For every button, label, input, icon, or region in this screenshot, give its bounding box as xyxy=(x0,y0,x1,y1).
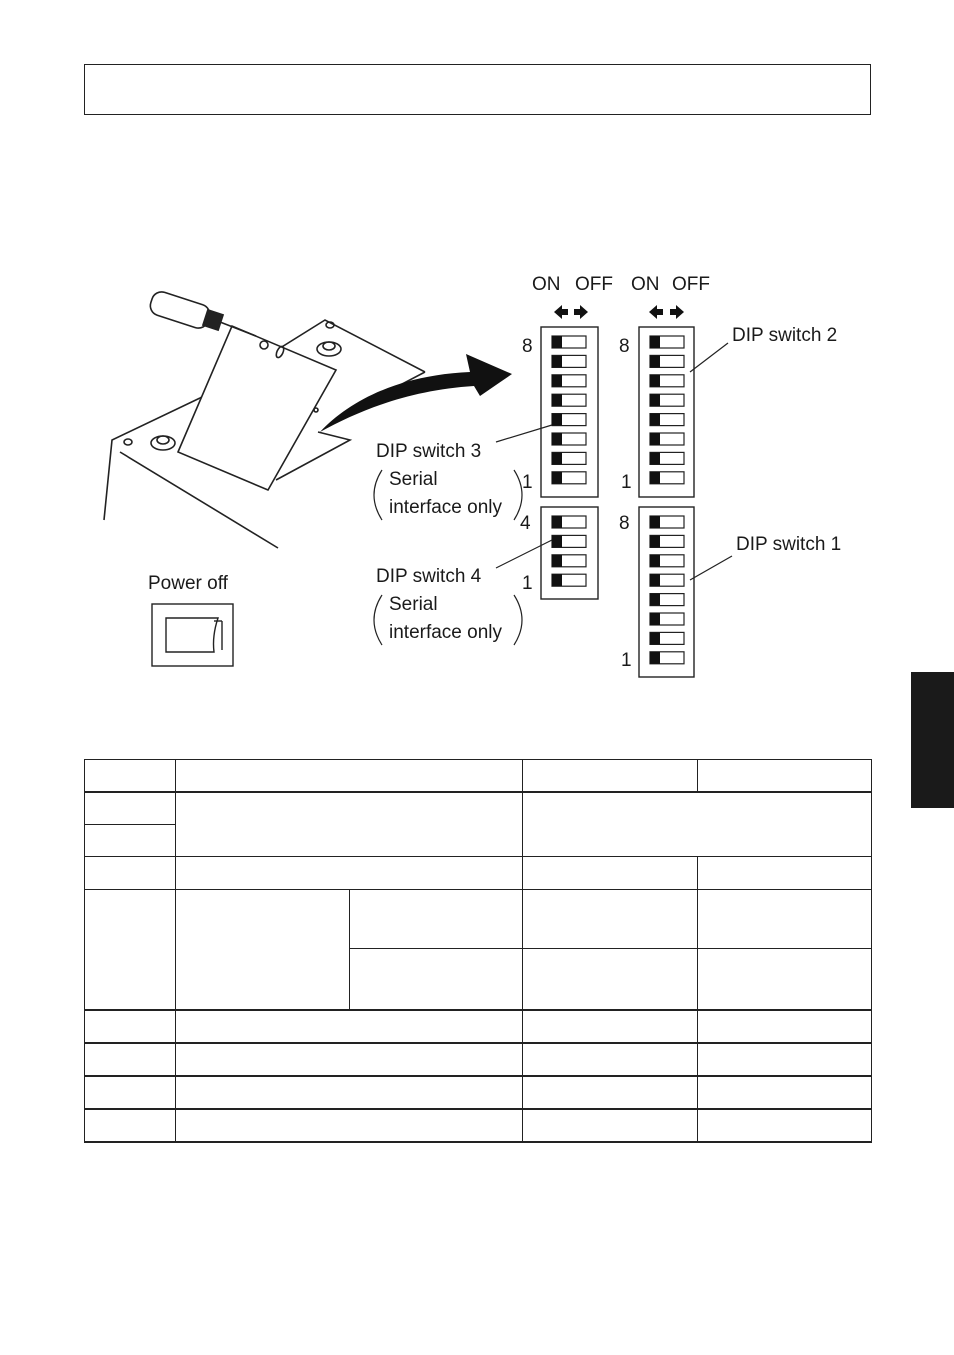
table-row xyxy=(85,1109,872,1142)
dip1-toggle-knob xyxy=(650,632,660,644)
dip1-toggle-knob xyxy=(650,574,660,586)
table-row xyxy=(85,760,872,792)
dip2-toggle-knob xyxy=(650,452,660,464)
dip2-toggle-knob xyxy=(650,472,660,484)
off-label-2: OFF xyxy=(672,274,710,295)
on-label-2: ON xyxy=(631,274,660,295)
dip4-toggle-knob xyxy=(552,516,562,528)
table-cell xyxy=(85,1109,176,1142)
table-cell xyxy=(523,1076,698,1109)
dip3-toggle-knob xyxy=(552,394,562,406)
table-row xyxy=(85,890,872,949)
table-cell xyxy=(85,825,176,857)
dip-switch-1-label: DIP switch 1 xyxy=(736,534,842,555)
dip2-toggle-knob xyxy=(650,336,660,348)
table-cell xyxy=(85,1010,176,1043)
table-cell xyxy=(85,760,176,792)
dip1-toggle-knob xyxy=(650,555,660,567)
table-cell xyxy=(523,1043,698,1076)
table-row xyxy=(85,792,872,825)
dip3-toggle-knob xyxy=(552,414,562,426)
switch2-top-number: 8 xyxy=(619,336,630,357)
table-cell xyxy=(85,1076,176,1109)
table-cell xyxy=(698,1109,872,1142)
dip3-toggle-knob xyxy=(552,355,562,367)
dip1-toggle-knob xyxy=(650,535,660,547)
dip4-toggle-knob xyxy=(552,535,562,547)
switch1-bottom-number: 1 xyxy=(621,650,632,671)
table-cell xyxy=(698,890,872,949)
table-cell xyxy=(176,1043,523,1076)
dip1-toggle-knob xyxy=(650,652,660,664)
table-cell xyxy=(176,890,350,1010)
table-cell xyxy=(176,857,523,890)
power-switch-icon xyxy=(152,604,233,666)
table-cell xyxy=(698,760,872,792)
table-cell xyxy=(350,890,523,949)
table-cell xyxy=(176,1010,523,1043)
printer-illustration xyxy=(104,320,425,548)
dip2-toggle-knob xyxy=(650,414,660,426)
table-cell xyxy=(350,949,523,1010)
on-off-arrows-icon xyxy=(554,305,684,319)
dip1-toggle-knob xyxy=(650,516,660,528)
table-cell xyxy=(698,1076,872,1109)
switch3-bottom-number: 1 xyxy=(522,472,533,493)
dip3-toggle-knob xyxy=(552,452,562,464)
table-cell xyxy=(698,949,872,1010)
dip1-toggle-knob xyxy=(650,594,660,606)
table-cell xyxy=(523,857,698,890)
switch4-note-line2: interface only xyxy=(389,622,503,643)
table-row xyxy=(85,1010,872,1043)
dip4-toggle-knob xyxy=(552,574,562,586)
dip2-toggle-knob xyxy=(650,375,660,387)
switch4-bottom-number: 1 xyxy=(522,573,533,594)
table-cell xyxy=(176,760,523,792)
dip2-toggle-knob xyxy=(650,394,660,406)
table-cell xyxy=(523,949,698,1010)
dip-switch-4-label: DIP switch 4 xyxy=(376,566,482,587)
dip3-toggle-knob xyxy=(552,433,562,445)
table-cell xyxy=(523,1010,698,1043)
on-label: ON xyxy=(532,274,561,295)
dip4-toggle-knob xyxy=(552,555,562,567)
table-cell xyxy=(176,1076,523,1109)
table-cell xyxy=(523,760,698,792)
switch3-note-line2: interface only xyxy=(389,497,503,518)
dip-switch-2-label: DIP switch 2 xyxy=(732,325,838,346)
table-cell xyxy=(523,890,698,949)
screwdriver-icon xyxy=(148,289,256,336)
table-cell xyxy=(523,1109,698,1142)
switch3-top-number: 8 xyxy=(522,336,533,357)
table-cell xyxy=(698,1010,872,1043)
switch3-note-line1: Serial xyxy=(389,469,438,490)
power-off-label: Power off xyxy=(148,573,228,594)
table-cell xyxy=(523,792,872,857)
table-row xyxy=(85,857,872,890)
table-cell xyxy=(85,1043,176,1076)
table-cell xyxy=(85,792,176,825)
settings-table xyxy=(84,759,872,1143)
dip-switch-3-label: DIP switch 3 xyxy=(376,441,482,462)
table-cell xyxy=(85,890,176,1010)
arrow-icon xyxy=(320,354,512,432)
table-cell xyxy=(698,857,872,890)
dip2-toggle-knob xyxy=(650,355,660,367)
switch1-top-number: 8 xyxy=(619,513,630,534)
table-cell xyxy=(85,857,176,890)
table-row xyxy=(85,1043,872,1076)
dip1-toggle-knob xyxy=(650,613,660,625)
dip2-toggle-knob xyxy=(650,433,660,445)
dip3-toggle-knob xyxy=(552,336,562,348)
switch2-bottom-number: 1 xyxy=(621,472,632,493)
dip3-toggle-knob xyxy=(552,375,562,387)
table-cell xyxy=(698,1043,872,1076)
table-cell xyxy=(176,792,523,857)
dip3-toggle-knob xyxy=(552,472,562,484)
table-row xyxy=(85,1076,872,1109)
switch4-note-line1: Serial xyxy=(389,594,438,615)
off-label: OFF xyxy=(575,274,613,295)
switch4-top-number: 4 xyxy=(520,513,531,534)
table-cell xyxy=(176,1109,523,1142)
